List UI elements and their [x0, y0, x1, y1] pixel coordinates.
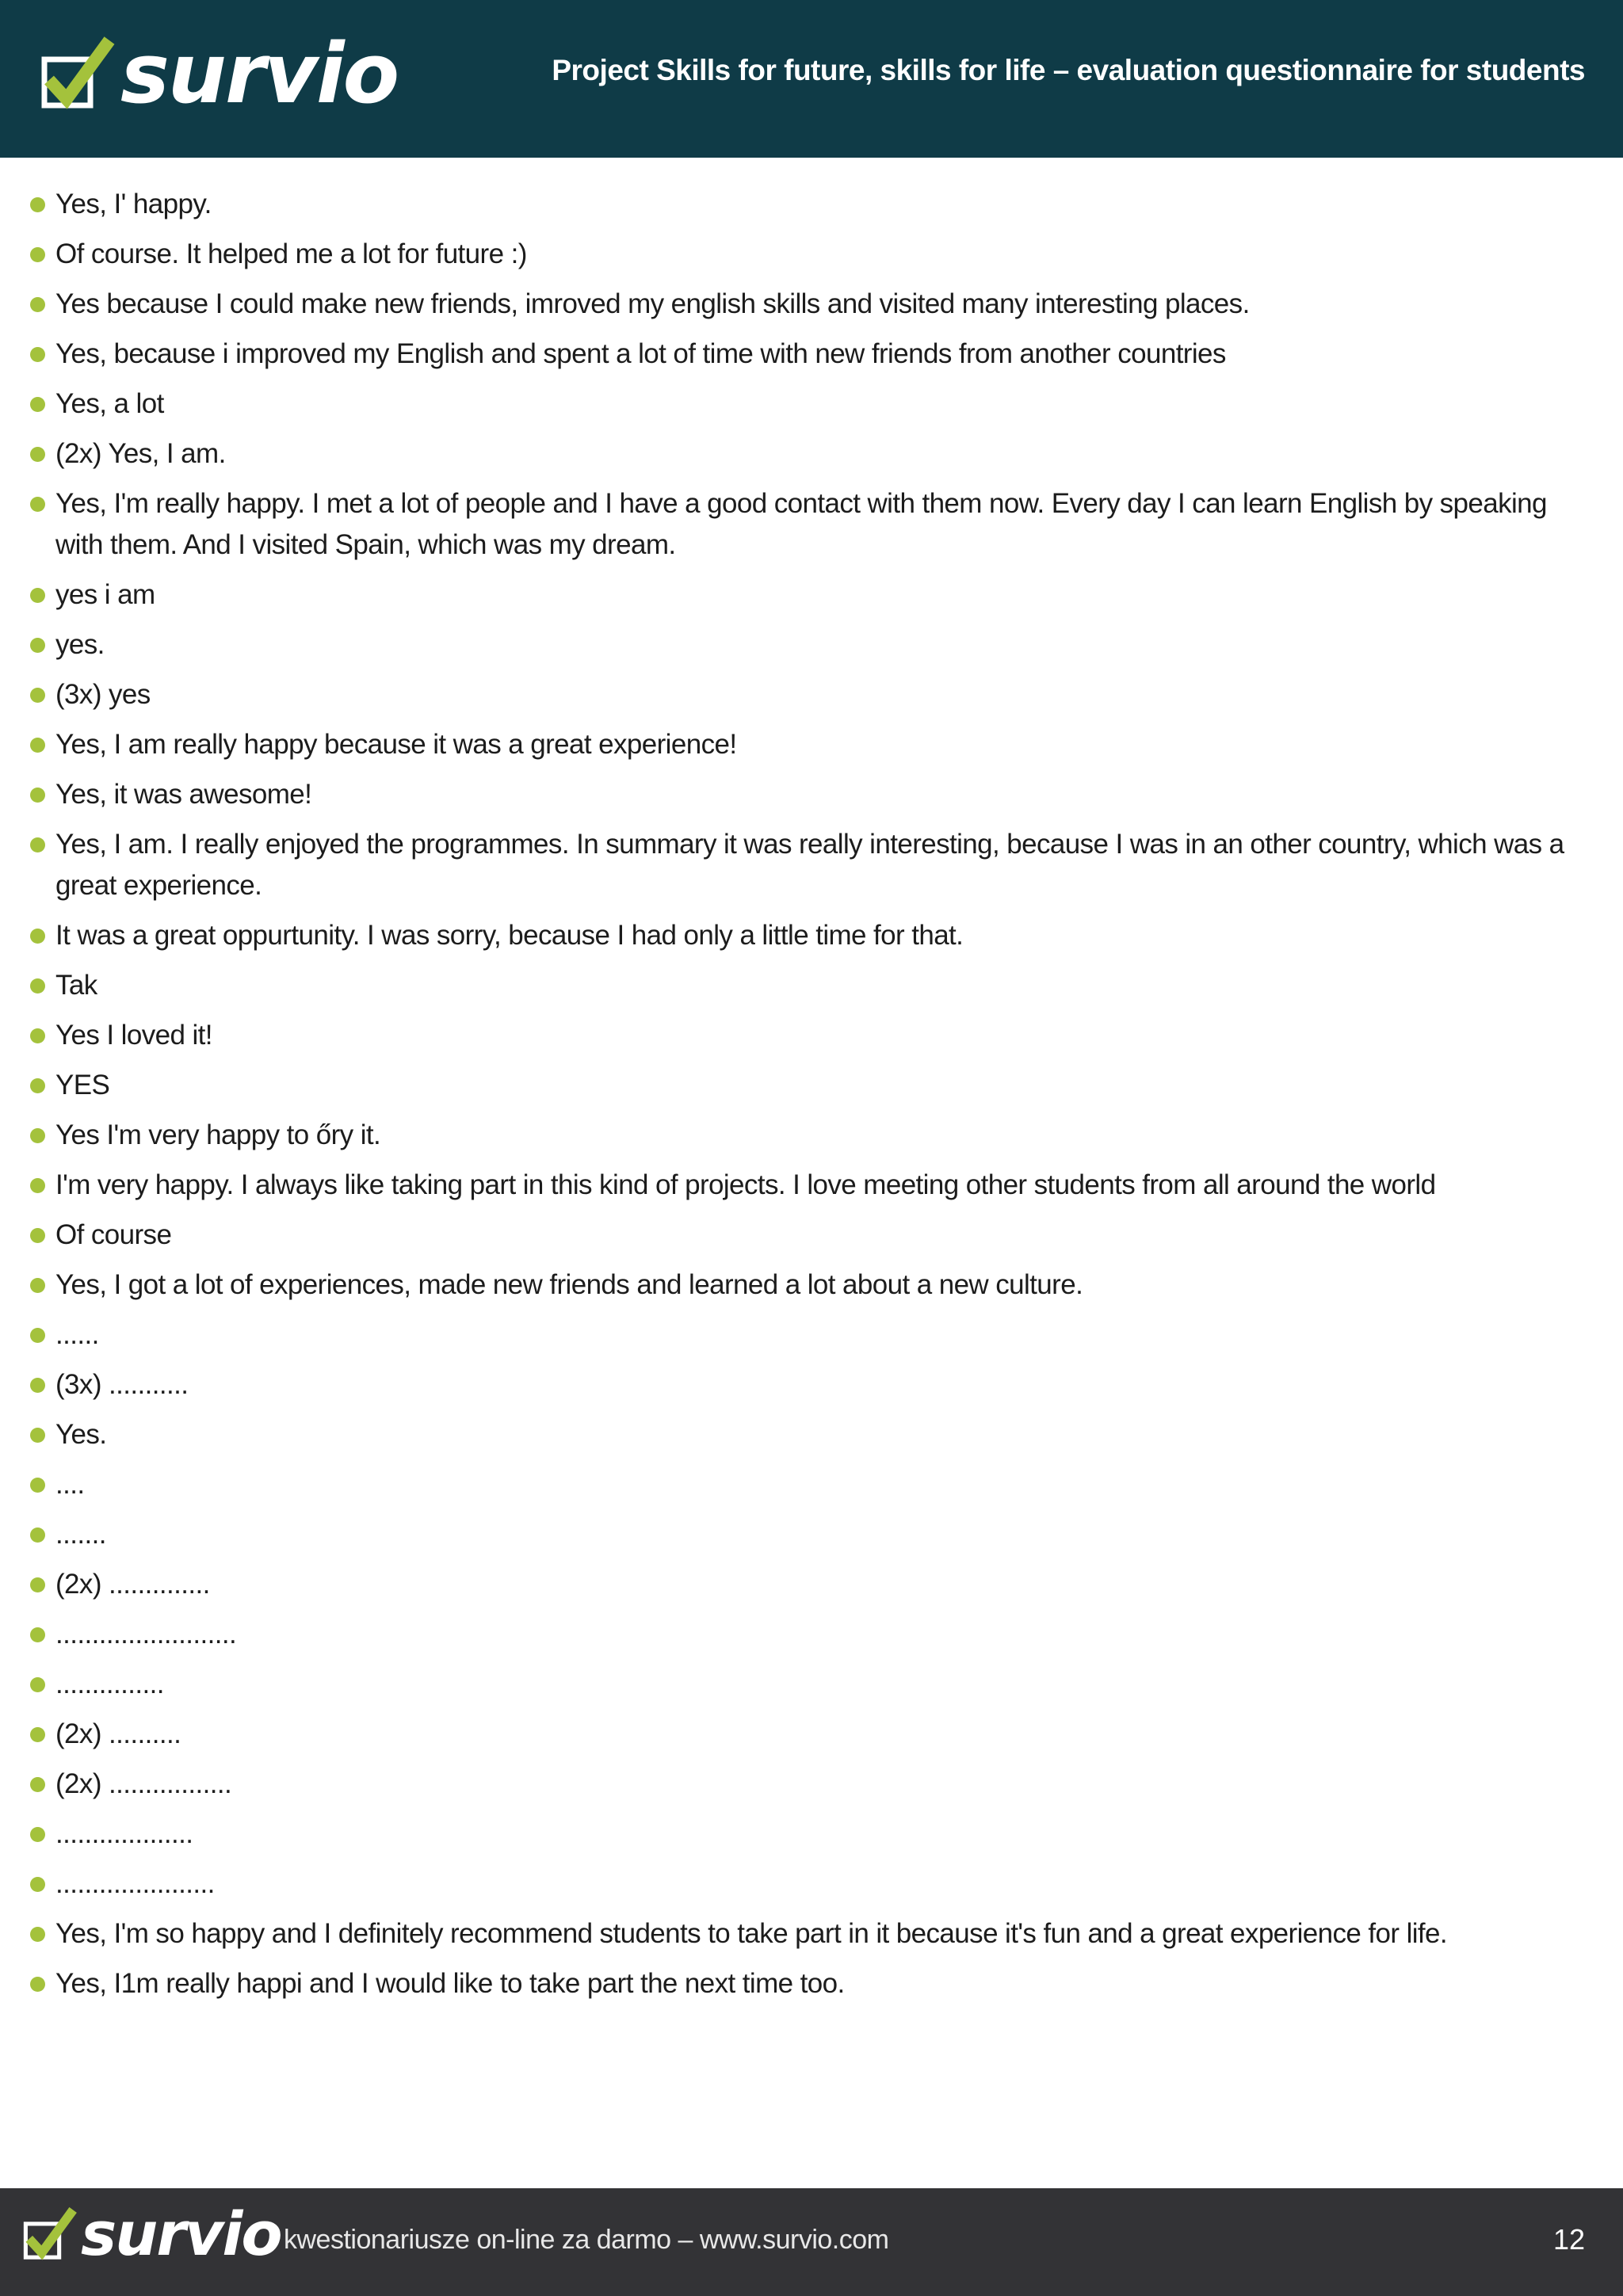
answer-text: ...................... — [55, 1868, 215, 1899]
logo-wordmark: survio — [120, 25, 399, 122]
bullet-icon — [30, 929, 45, 944]
bullet-icon — [30, 447, 45, 462]
answer-text: ......................... — [55, 1619, 237, 1650]
answer-text: Yes, a lot — [55, 388, 164, 419]
answer-text: Of course — [55, 1219, 172, 1250]
bullet-icon — [30, 1677, 45, 1692]
bullet-icon — [30, 1827, 45, 1842]
answer-text: ...... — [55, 1319, 99, 1350]
survio-logo — [40, 25, 399, 122]
bullet-icon — [30, 197, 45, 212]
footer-tagline: kwestionariusze on-line za darmo – www.survio.com — [284, 2225, 889, 2255]
answer-item — [0, 1264, 1623, 1306]
bullet-icon — [30, 347, 45, 362]
answer-item — [0, 1364, 1623, 1405]
answer-item — [0, 774, 1623, 815]
answer-text: Yes, I got a lot of experiences, made new friends and learned a lot about a new culture. — [55, 1269, 1083, 1300]
bullet-icon — [30, 1428, 45, 1443]
answer-item — [0, 1215, 1623, 1256]
answer-item — [0, 1664, 1623, 1705]
answer-text: ............... — [55, 1669, 164, 1699]
answer-item — [0, 1314, 1623, 1356]
answer-text: (2x) ................. — [55, 1768, 232, 1799]
bullet-icon — [30, 297, 45, 312]
answer-text: (3x) ........... — [55, 1369, 189, 1400]
bullet-icon — [30, 1977, 45, 1992]
answer-text: Yes, it was awesome! — [55, 779, 312, 810]
answer-item — [0, 1165, 1623, 1206]
checkmark-box-icon — [40, 36, 116, 112]
answer-item — [0, 1814, 1623, 1855]
bullet-icon — [30, 1527, 45, 1543]
footer-survio-logo — [22, 2199, 281, 2269]
bullet-icon — [30, 1278, 45, 1293]
answer-item — [0, 1514, 1623, 1555]
bullet-icon — [30, 688, 45, 703]
bullet-icon — [30, 638, 45, 653]
answer-text: (2x) .......... — [55, 1718, 181, 1749]
answer-text: (2x) Yes, I am. — [55, 438, 226, 469]
answer-list — [0, 184, 1623, 2013]
footer-logo-wordmark: survio — [81, 2199, 281, 2269]
answer-item — [0, 674, 1623, 715]
page-title: Project Skills for future, skills for life – evaluation questionnaire for students — [552, 54, 1585, 86]
answer-item — [0, 1065, 1623, 1106]
bullet-icon — [30, 1727, 45, 1742]
bullet-icon — [30, 1228, 45, 1243]
answer-text: yes. — [55, 629, 105, 660]
bullet-icon — [30, 1328, 45, 1343]
answer-text: Yes, I am really happy because it was a great experience! — [55, 729, 737, 760]
bullet-icon — [30, 978, 45, 994]
bullet-icon — [30, 497, 45, 512]
bullet-icon — [30, 1478, 45, 1493]
answer-item — [0, 624, 1623, 666]
answer-item — [0, 724, 1623, 765]
answer-text: Yes, because i improved my English and spent a lot of time with new friends from another countries — [55, 338, 1226, 369]
answer-item — [0, 824, 1623, 906]
bullet-icon — [30, 1777, 45, 1792]
bullet-icon — [30, 1927, 45, 1942]
answer-item — [0, 1714, 1623, 1755]
bullet-icon — [30, 1378, 45, 1393]
answer-text: (3x) yes — [55, 679, 151, 710]
answer-item — [0, 1963, 1623, 2004]
answer-text: ................... — [55, 1818, 193, 1849]
answer-item — [0, 1614, 1623, 1655]
answer-text: Tak — [55, 970, 97, 1001]
bullet-icon — [30, 738, 45, 753]
bullet-icon — [30, 1627, 45, 1642]
answer-item — [0, 234, 1623, 275]
answer-item — [0, 1564, 1623, 1605]
answer-text: YES — [55, 1070, 110, 1100]
answer-text: Yes, I1m really happi and I would like to take part the next time too. — [55, 1968, 845, 1999]
answer-text: Yes, I'm really happy. I met a lot of people and I have a good contact with them now. Every day I can learn English by speaking with them. And I visited Spain, which was my dream. — [55, 488, 1547, 560]
answer-item — [0, 1913, 1623, 1955]
bullet-icon — [30, 1078, 45, 1093]
answer-item — [0, 1863, 1623, 1905]
bullet-icon — [30, 247, 45, 262]
answer-text: Yes, I' happy. — [55, 189, 212, 219]
answer-text: .... — [55, 1469, 85, 1500]
answer-item — [0, 1115, 1623, 1156]
answer-text: ....... — [55, 1519, 106, 1550]
bullet-icon — [30, 837, 45, 852]
answer-item — [0, 334, 1623, 375]
answer-item — [0, 1414, 1623, 1455]
answer-text: Of course. It helped me a lot for future :) — [55, 238, 527, 269]
bullet-icon — [30, 788, 45, 803]
answer-item — [0, 433, 1623, 475]
bullet-icon — [30, 588, 45, 603]
answer-item — [0, 383, 1623, 425]
answer-text: yes i am — [55, 579, 155, 610]
answer-item — [0, 1015, 1623, 1056]
bullet-icon — [30, 1877, 45, 1892]
answer-text: Yes, I'm so happy and I definitely recommend students to take part in it because it's fun and a great experience for life. — [55, 1918, 1448, 1949]
answer-item — [0, 915, 1623, 956]
answer-text: Yes I'm very happy to őry it. — [55, 1119, 381, 1150]
bullet-icon — [30, 1577, 45, 1592]
answer-text: Yes I loved it! — [55, 1020, 212, 1051]
answer-text: Yes. — [55, 1419, 107, 1450]
answer-item — [0, 965, 1623, 1006]
answer-text: Yes because I could make new friends, imroved my english skills and visited many interesting places. — [55, 288, 1250, 319]
answer-item — [0, 1764, 1623, 1805]
answer-text: I'm very happy. I always like taking part in this kind of projects. I love meeting other students from all around the world — [55, 1169, 1436, 1200]
answer-item — [0, 483, 1623, 566]
answer-text: Yes, I am. I really enjoyed the programmes. In summary it was really interesting, because I was in an other country, which was a great experience. — [55, 829, 1564, 901]
bullet-icon — [30, 1128, 45, 1143]
bullet-icon — [30, 397, 45, 412]
bullet-icon — [30, 1028, 45, 1043]
answer-text: (2x) .............. — [55, 1569, 210, 1600]
page-number: 12 — [1552, 2223, 1585, 2256]
bullet-icon — [30, 1178, 45, 1193]
checkmark-box-icon — [22, 2206, 78, 2262]
answer-item — [0, 284, 1623, 325]
answer-item — [0, 184, 1623, 225]
answer-text: It was a great oppurtunity. I was sorry, because I had only a little time for that. — [55, 920, 964, 951]
answer-item — [0, 574, 1623, 616]
answer-item — [0, 1464, 1623, 1505]
